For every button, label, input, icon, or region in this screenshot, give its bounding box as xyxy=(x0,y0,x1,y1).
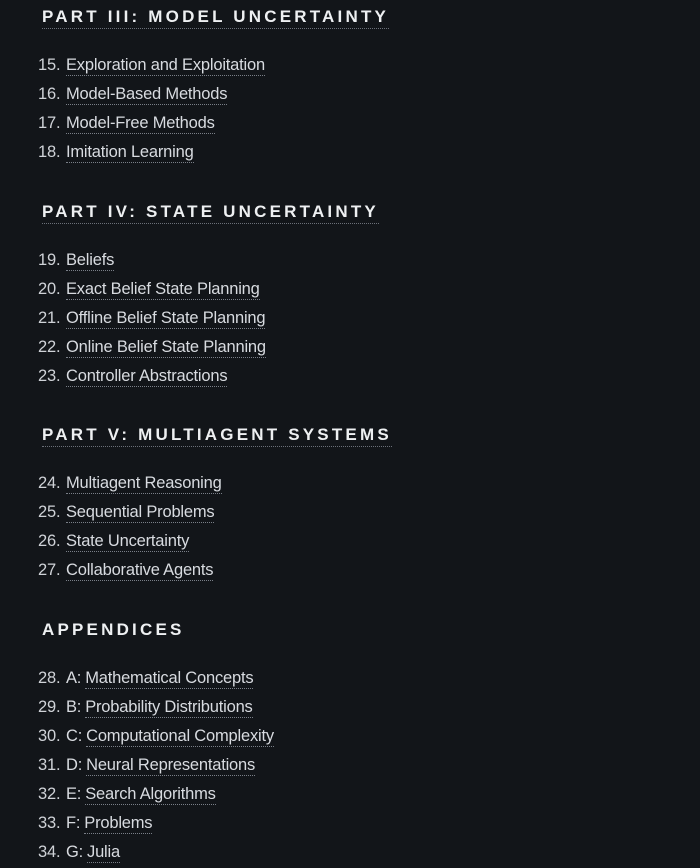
part-4-section xyxy=(38,201,682,385)
chapter-number: 24. xyxy=(38,474,61,492)
list-item xyxy=(38,780,274,809)
part-3-section xyxy=(38,6,682,161)
appendix-letter: A: xyxy=(66,669,82,687)
chapter-link[interactable]: Model-Free Methods xyxy=(66,114,215,132)
appendices-list xyxy=(38,664,274,867)
appendix-letter: G: xyxy=(66,843,84,861)
chapter-link[interactable]: Sequential Problems xyxy=(66,503,215,521)
list-item xyxy=(38,751,274,780)
chapter-link[interactable]: Mathematical Concepts xyxy=(85,669,254,687)
list-item xyxy=(38,109,265,138)
chapter-link[interactable]: Computational Complexity xyxy=(86,727,274,745)
chapter-number: 20. xyxy=(38,280,61,298)
list-item xyxy=(38,556,222,585)
appendices-heading: APPENDICES xyxy=(42,620,185,639)
list-item xyxy=(38,333,266,362)
part-5-section xyxy=(38,424,682,579)
chapter-number: 26. xyxy=(38,532,61,550)
appendix-letter: F: xyxy=(66,814,81,832)
chapter-number: 15. xyxy=(38,56,61,74)
list-item xyxy=(38,469,222,498)
chapter-link[interactable]: State Uncertainty xyxy=(66,532,190,550)
chapter-number: 19. xyxy=(38,251,61,269)
chapter-link[interactable]: Problems xyxy=(84,814,153,832)
chapter-number: 30. xyxy=(38,727,61,745)
appendix-letter: D: xyxy=(66,756,83,774)
list-item xyxy=(38,51,265,80)
list-item xyxy=(38,362,266,391)
chapter-link[interactable]: Julia xyxy=(87,843,120,861)
appendices-section xyxy=(38,619,682,861)
list-item xyxy=(38,838,274,867)
part-4-heading[interactable]: PART IV: STATE UNCERTAINTY xyxy=(42,201,379,224)
chapter-link[interactable]: Multiagent Reasoning xyxy=(66,474,222,492)
chapter-link[interactable]: Beliefs xyxy=(66,251,115,269)
list-item xyxy=(38,664,274,693)
part-4-chapter-list xyxy=(38,246,266,391)
chapter-number: 22. xyxy=(38,338,61,356)
chapter-link[interactable]: Exact Belief State Planning xyxy=(66,280,260,298)
appendix-letter: B: xyxy=(66,698,82,716)
list-item xyxy=(38,722,274,751)
part-3-heading[interactable]: PART III: MODEL UNCERTAINTY xyxy=(42,6,389,29)
part-3-chapter-list xyxy=(38,51,265,167)
chapter-number: 21. xyxy=(38,309,61,327)
part-5-chapter-list xyxy=(38,469,222,585)
part-5-heading[interactable]: PART V: MULTIAGENT SYSTEMS xyxy=(42,424,392,447)
list-item xyxy=(38,809,274,838)
chapter-link[interactable]: Model-Based Methods xyxy=(66,85,228,103)
chapter-number: 33. xyxy=(38,814,61,832)
chapter-number: 29. xyxy=(38,698,61,716)
chapter-link[interactable]: Probability Distributions xyxy=(85,698,253,716)
chapter-number: 32. xyxy=(38,785,61,803)
chapter-number: 25. xyxy=(38,503,61,521)
chapter-number: 17. xyxy=(38,114,61,132)
list-item xyxy=(38,275,266,304)
list-item xyxy=(38,246,266,275)
chapter-number: 18. xyxy=(38,143,61,161)
list-item xyxy=(38,693,274,722)
chapter-number: 31. xyxy=(38,756,61,774)
list-item xyxy=(38,138,265,167)
chapter-link[interactable]: Imitation Learning xyxy=(66,143,194,161)
chapter-link[interactable]: Offline Belief State Planning xyxy=(66,309,266,327)
chapter-link[interactable]: Neural Representations xyxy=(86,756,256,774)
list-item xyxy=(38,80,265,109)
appendix-letter: E: xyxy=(66,785,82,803)
list-item xyxy=(38,498,222,527)
chapter-link[interactable]: Search Algorithms xyxy=(85,785,216,803)
chapter-number: 28. xyxy=(38,669,61,687)
chapter-number: 23. xyxy=(38,367,61,385)
list-item xyxy=(38,304,266,333)
chapter-link[interactable]: Controller Abstractions xyxy=(66,367,228,385)
chapter-number: 27. xyxy=(38,561,61,579)
chapter-link[interactable]: Exploration and Exploitation xyxy=(66,56,265,74)
chapter-link[interactable]: Collaborative Agents xyxy=(66,561,214,579)
list-item xyxy=(38,527,222,556)
chapter-link[interactable]: Online Belief State Planning xyxy=(66,338,266,356)
appendix-letter: C: xyxy=(66,727,83,745)
chapter-number: 34. xyxy=(38,843,61,861)
chapter-number: 16. xyxy=(38,85,61,103)
